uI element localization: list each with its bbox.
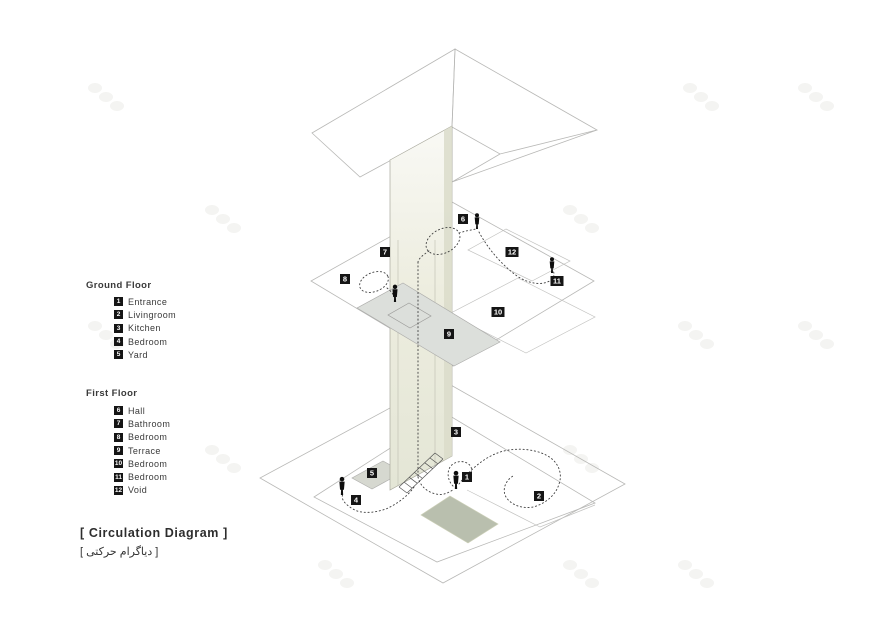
legend-item xyxy=(114,404,170,417)
legend-num-badge: 5 xyxy=(114,350,123,359)
legend-label: Kitchen xyxy=(128,323,161,334)
svg-text:1: 1 xyxy=(464,472,470,482)
legend-label: Bathroom xyxy=(128,418,171,429)
badge-bedroom10 xyxy=(492,307,505,317)
legend-label: Bedroom xyxy=(128,432,168,443)
hall-to-figure6 xyxy=(459,229,476,233)
svg-text:2: 2 xyxy=(536,491,542,501)
legend-num-badge: 4 xyxy=(114,337,123,346)
legend-num-badge: 3 xyxy=(114,324,123,333)
svg-text:5: 5 xyxy=(369,468,375,478)
legend-item xyxy=(114,308,176,321)
badge-kitchen xyxy=(451,427,461,437)
legend-label: Livingroom xyxy=(128,309,177,320)
legend-item xyxy=(114,348,176,361)
legend-num-badge: 12 xyxy=(114,486,123,494)
diagram-title-farsi: [ دیاگرام حرکتی ] xyxy=(80,546,159,558)
svg-text:9: 9 xyxy=(446,329,452,339)
legend-label: Void xyxy=(128,485,148,496)
legend-label: Bedroom xyxy=(128,458,168,469)
legend-item xyxy=(114,431,170,444)
legend-num-badge: 10 xyxy=(114,460,123,468)
svg-text:3: 3 xyxy=(453,427,459,437)
legend-item xyxy=(114,484,170,497)
ground-floor-heading: Ground Floor xyxy=(86,280,152,291)
svg-text:10: 10 xyxy=(493,307,503,317)
first-floor-legend xyxy=(114,404,170,497)
badge-yard xyxy=(367,468,377,478)
person-icon xyxy=(475,213,480,229)
legend-num-badge: 8 xyxy=(114,433,123,442)
legend-item xyxy=(114,444,170,457)
svg-text:8: 8 xyxy=(342,274,348,284)
badge-hall xyxy=(458,214,468,224)
legend-num-badge: 1 xyxy=(114,297,123,306)
ground-floor-legend xyxy=(114,295,176,361)
svg-text:7: 7 xyxy=(382,247,388,257)
badge-bathroom xyxy=(380,247,390,257)
svg-text:4: 4 xyxy=(353,495,359,505)
first-floor-heading: First Floor xyxy=(86,388,138,399)
hall-to-bedroom11-path xyxy=(479,232,554,283)
legend-item xyxy=(114,335,176,348)
badge-entrance xyxy=(462,472,472,482)
legend-label: Terrace xyxy=(128,445,161,456)
legend-num-badge: 9 xyxy=(114,446,123,455)
yard-patch xyxy=(421,496,498,543)
badge-bedroom4 xyxy=(351,495,361,505)
legend-item xyxy=(114,470,170,483)
badge-terrace xyxy=(444,329,454,339)
badge-livingroom xyxy=(534,491,544,501)
svg-text:12: 12 xyxy=(507,247,517,257)
livingroom-loop xyxy=(459,449,560,507)
legend-item xyxy=(114,322,176,335)
person-icon xyxy=(339,477,344,495)
legend-num-badge: 6 xyxy=(114,406,123,415)
legend-num-badge: 2 xyxy=(114,310,123,319)
legend-label: Bedroom xyxy=(128,336,168,347)
legend-num-badge: 11 xyxy=(115,473,122,481)
legend-label: Entrance xyxy=(128,296,168,307)
svg-text:11: 11 xyxy=(553,276,561,286)
void-room-outline xyxy=(468,229,570,281)
legend-num-badge: 7 xyxy=(114,419,123,428)
legend-item xyxy=(114,417,170,430)
legend-item xyxy=(114,295,176,308)
person-icon xyxy=(550,257,555,273)
diagram-title: [ Circulation Diagram ] xyxy=(80,526,228,540)
person-icon xyxy=(453,471,458,489)
legend-item xyxy=(114,457,170,470)
svg-text:6: 6 xyxy=(460,214,466,224)
badge-bedroom8 xyxy=(340,274,350,284)
roof-plate xyxy=(312,49,597,182)
badge-bedroom11 xyxy=(551,276,564,286)
badge-void xyxy=(506,247,519,257)
legend-label: Hall xyxy=(128,405,146,416)
legend-label: Bedroom xyxy=(128,472,168,483)
legend-label: Yard xyxy=(128,349,148,360)
